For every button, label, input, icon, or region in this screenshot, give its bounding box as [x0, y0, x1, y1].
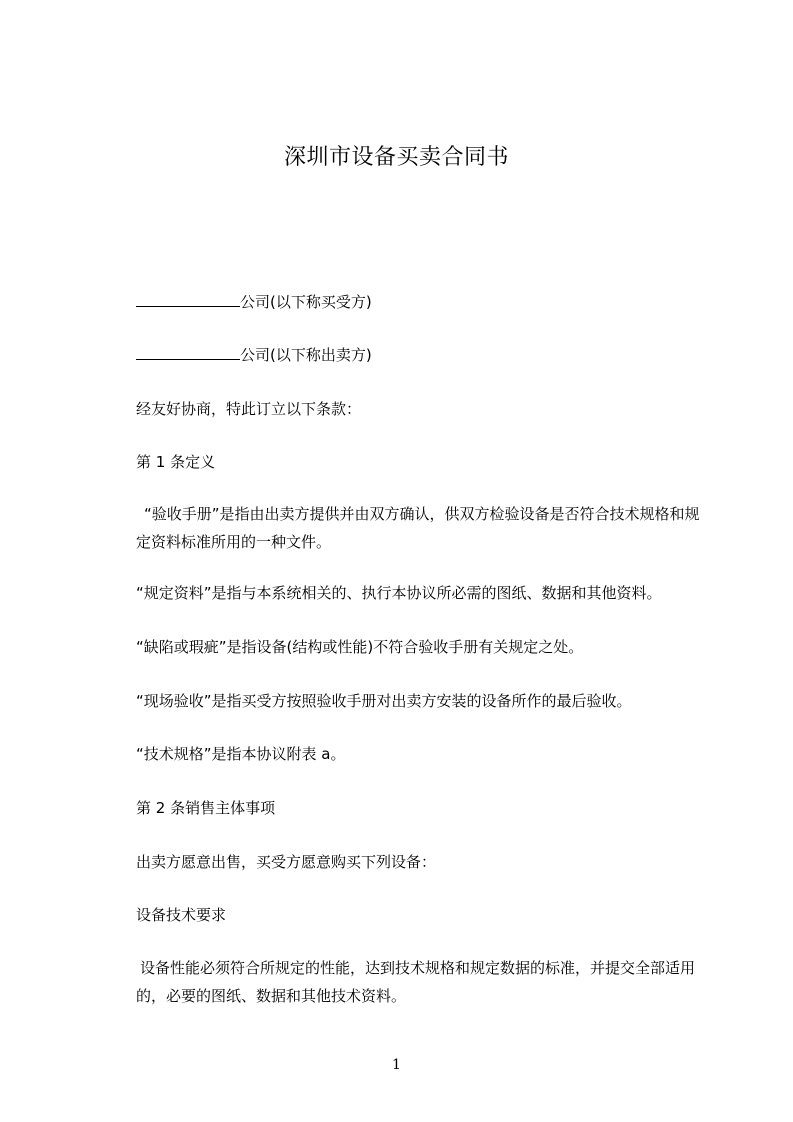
definition-site-acceptance: “现场验收”是指买受方按照验收手册对出卖方安装的设备所作的最后验收。 — [136, 692, 632, 710]
tech-requirements-heading: 设备技术要求 — [136, 906, 227, 924]
seller-line-text: 公司(以下称出卖方) — [240, 346, 372, 364]
buyer-name-blank[interactable] — [136, 292, 240, 307]
intro-text: 经友好协商，特此订立以下条款： — [136, 400, 362, 418]
document-title: 深圳市设备买卖合同书 — [283, 145, 509, 170]
definition-tech-spec: “技术规格”是指本协议附表 a。 — [136, 745, 346, 763]
buyer-line-text: 公司(以下称买受方) — [240, 293, 372, 311]
page-number: 1 — [392, 1057, 401, 1073]
article2-body: 出卖方愿意出售，买受方愿意购买下列设备： — [136, 853, 437, 871]
article1-heading: 第 1 条定义 — [136, 453, 216, 471]
seller-line — [136, 345, 706, 364]
definition-specified-materials: “规定资料”是指与本系统相关的、执行本协议所必需的图纸、数据和其他资料。 — [136, 584, 662, 602]
buyer-line — [136, 292, 706, 311]
definition-defect: “缺陷或瑕疵”是指设备(结构或性能)不符合验收手册有关规定之处。 — [136, 638, 584, 656]
definition-acceptance-manual: “验收手册”是指由出卖方提供并由双方确认，供双方检验设备是否符合技术规格和规定资料标准所用的一种文件。 — [136, 505, 700, 551]
tech-requirements-body: 设备性能必须符合所规定的性能，达到技术规格和规定数据的标准，并提交全部适用的，必要的图纸、数据和其他技术资料。 — [136, 959, 696, 1005]
seller-name-blank[interactable] — [136, 345, 240, 360]
article2-heading: 第 2 条销售主体事项 — [136, 799, 276, 817]
